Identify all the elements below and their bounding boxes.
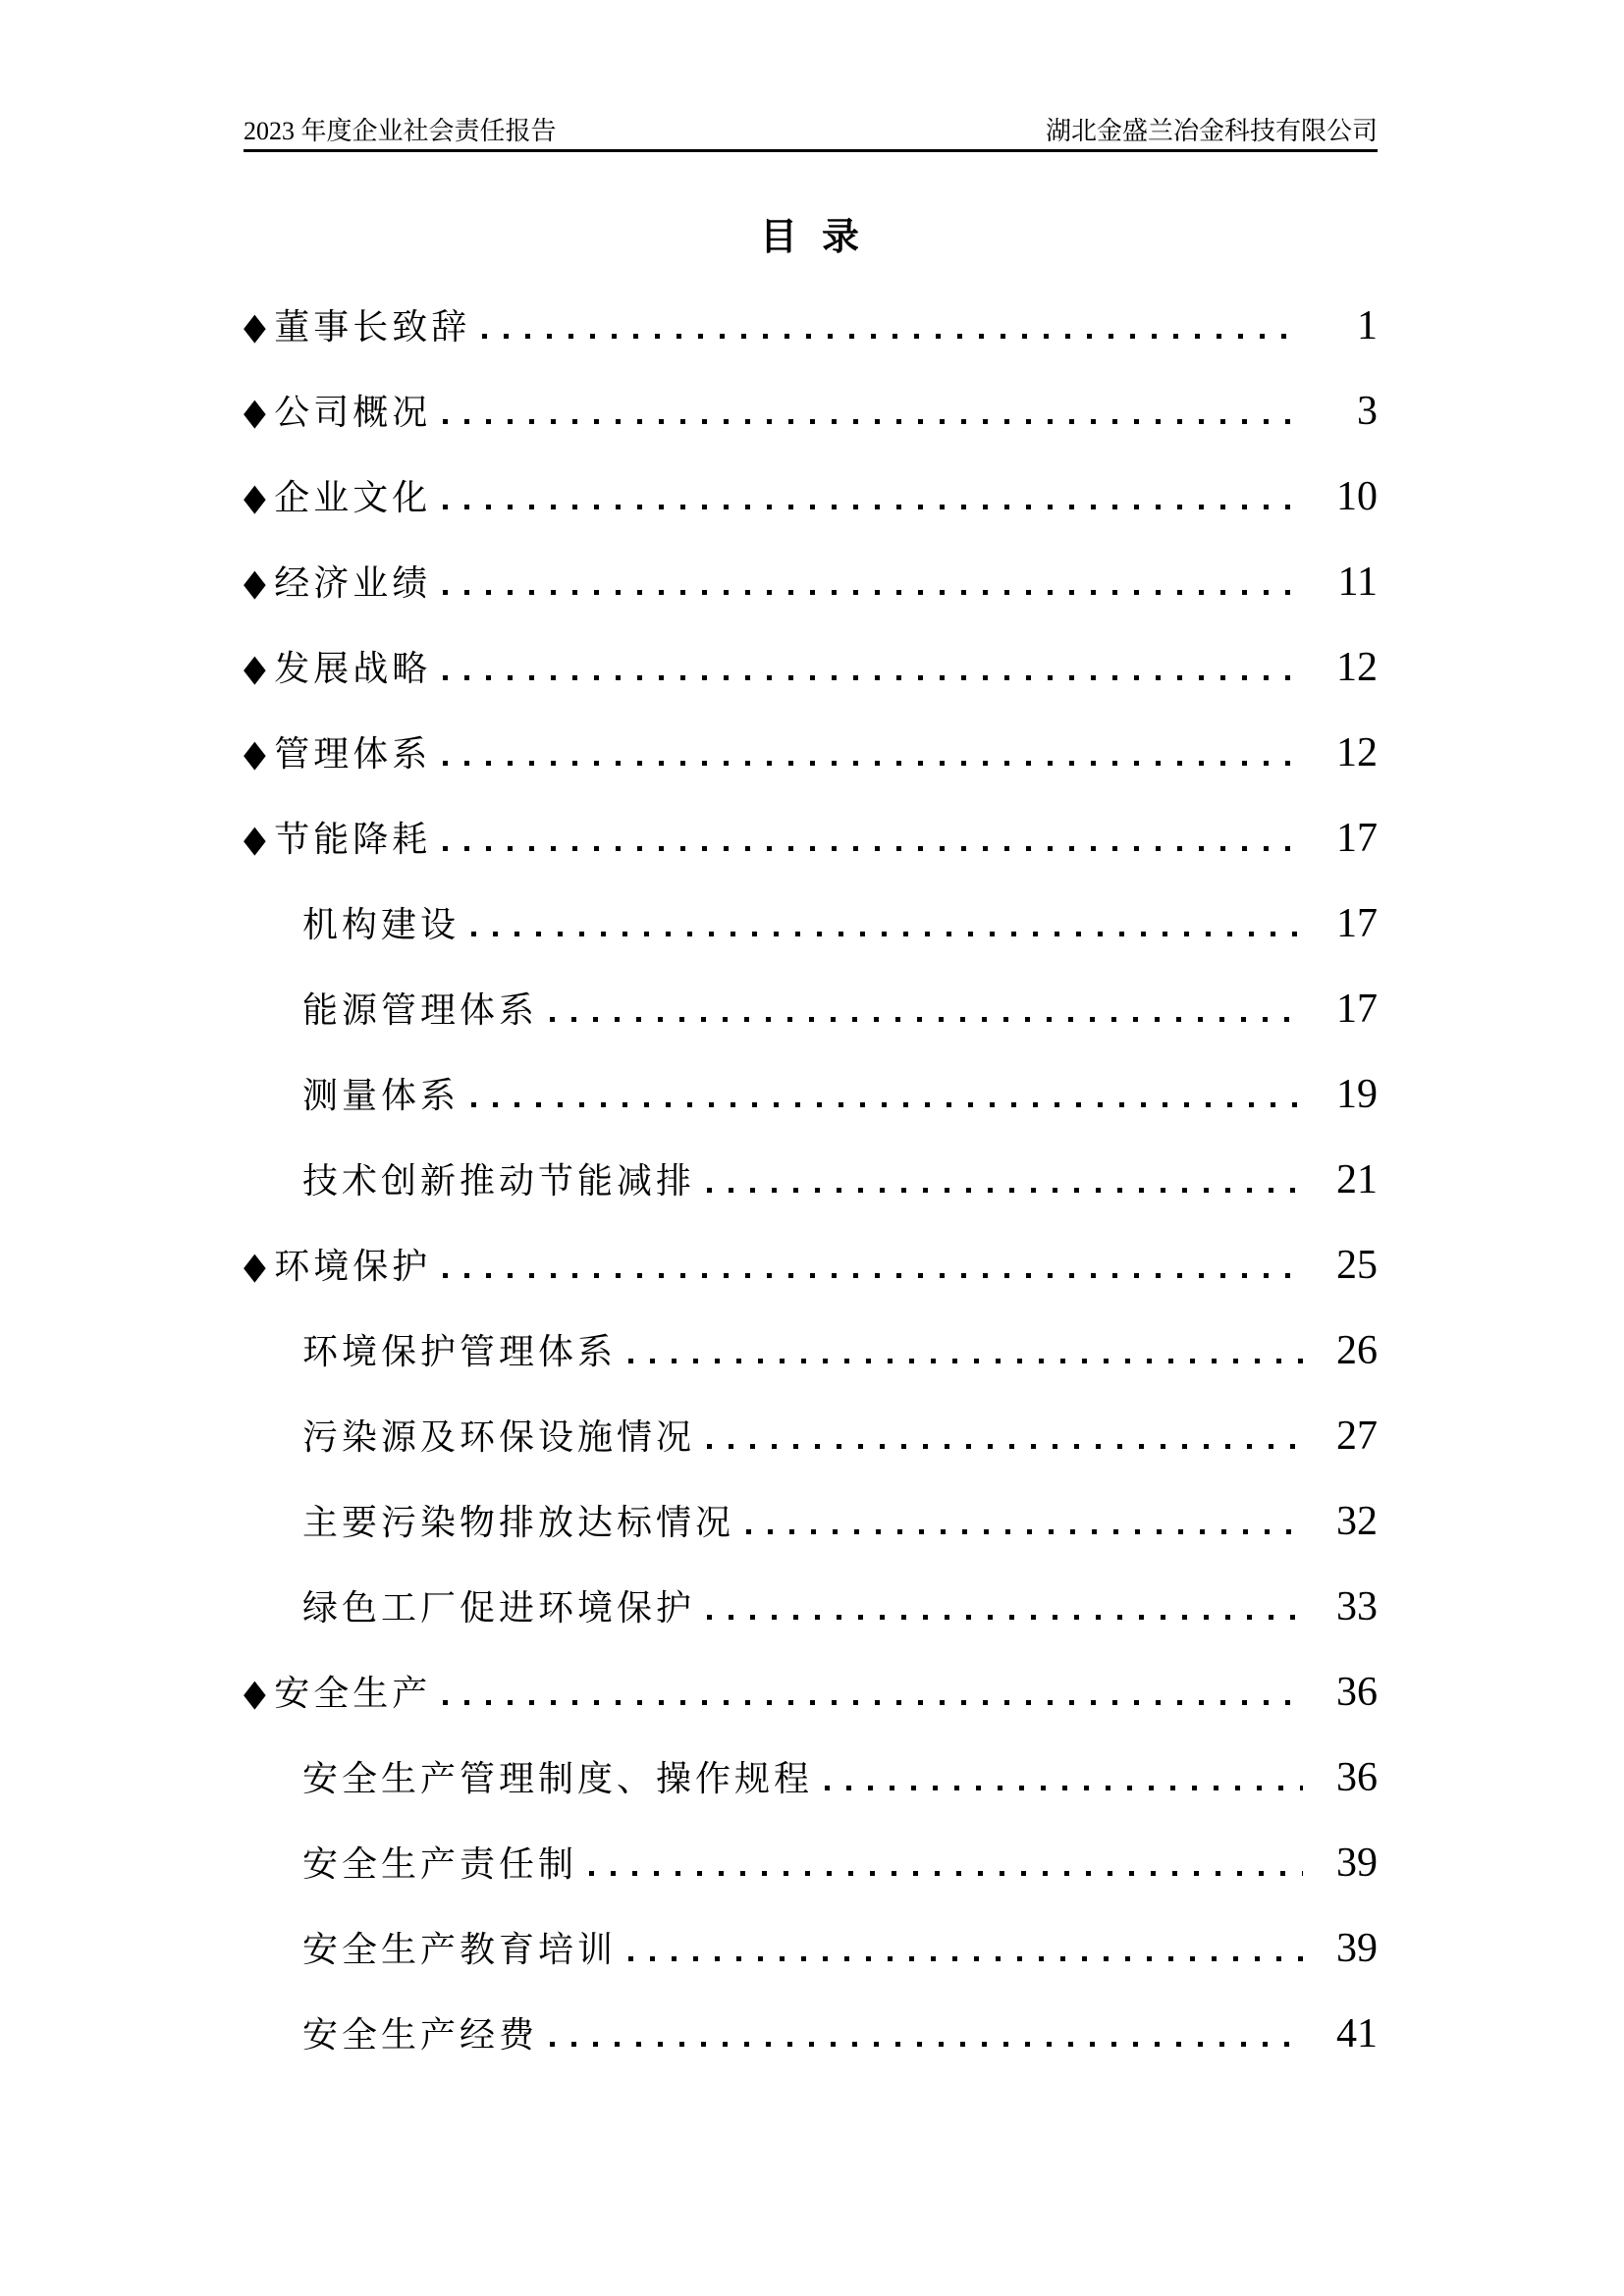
page-header <box>244 0 1378 152</box>
toc-list <box>244 284 1378 2077</box>
header-right-text: 湖北金盛兰冶金科技有限公司 <box>1045 117 1378 145</box>
toc-entry[interactable] <box>244 1906 1378 1992</box>
toc-entry-page-number: 25 <box>1336 1243 1378 1288</box>
dot-leader <box>443 846 1303 851</box>
dot-leader <box>628 1956 1303 1961</box>
dot-leader <box>707 1188 1303 1193</box>
toc-entry-label: 绿色工厂促进环境保护 <box>302 1588 696 1628</box>
toc-entry-page-number: 39 <box>1336 1926 1378 1971</box>
diamond-bullet-icon: ◆ <box>244 731 266 774</box>
toc-entry-page-number: 12 <box>1336 645 1378 690</box>
diamond-bullet-icon: ◆ <box>244 561 266 604</box>
toc-entry-label: 机构建设 <box>302 905 460 944</box>
toc-entry-label: 发展战略 <box>274 649 432 688</box>
dot-leader <box>707 1615 1303 1620</box>
toc-entry[interactable] <box>244 881 1378 967</box>
dot-leader <box>443 1273 1303 1278</box>
toc-entry-label: 能源管理体系 <box>302 990 539 1030</box>
toc-entry-page-number: 11 <box>1337 560 1378 605</box>
toc-entry-label: 技术创新推动节能减排 <box>302 1161 696 1201</box>
dot-leader <box>443 1700 1303 1705</box>
toc-entry-label: 董事长致辞 <box>274 307 471 347</box>
document-page <box>244 0 1378 2077</box>
toc-entry-label: 安全生产教育培训 <box>302 1930 618 1969</box>
dot-leader <box>443 675 1303 680</box>
toc-entry-page-number: 19 <box>1336 1072 1378 1117</box>
toc-entry-label: 主要污染物排放达标情况 <box>302 1503 735 1542</box>
dot-leader <box>707 1444 1303 1449</box>
dot-leader <box>746 1529 1303 1534</box>
toc-entry[interactable] <box>244 284 1378 369</box>
toc-entry[interactable] <box>244 1223 1378 1308</box>
toc-entry-page-number: 26 <box>1336 1328 1378 1373</box>
toc-entry-page-number: 36 <box>1336 1755 1378 1800</box>
toc-entry[interactable] <box>244 1992 1378 2077</box>
toc-entry-label: 污染源及环保设施情况 <box>302 1417 696 1457</box>
toc-entry-page-number: 36 <box>1336 1670 1378 1715</box>
toc-entry[interactable] <box>244 967 1378 1052</box>
toc-entry[interactable] <box>244 369 1378 454</box>
toc-entry-page-number: 33 <box>1336 1584 1378 1629</box>
toc-entry[interactable] <box>244 1052 1378 1138</box>
toc-entry-label: 安全生产经费 <box>302 2015 539 2055</box>
dot-leader <box>471 932 1303 936</box>
toc-entry-page-number: 39 <box>1336 1841 1378 1886</box>
toc-entry-label: 环境保护 <box>274 1247 432 1286</box>
toc-entry-page-number: 21 <box>1336 1157 1378 1202</box>
dot-leader <box>628 1359 1303 1363</box>
page-title: 目 录 <box>759 217 861 258</box>
dot-leader <box>589 1871 1303 1876</box>
diamond-bullet-icon: ◆ <box>244 817 266 860</box>
toc-entry[interactable] <box>244 711 1378 796</box>
toc-entry[interactable] <box>244 1650 1378 1735</box>
toc-entry-page-number: 41 <box>1336 2011 1378 2056</box>
toc-entry[interactable] <box>244 540 1378 625</box>
dot-leader <box>825 1786 1303 1790</box>
toc-entry-page-number: 27 <box>1336 1414 1378 1459</box>
toc-entry[interactable] <box>244 454 1378 540</box>
toc-entry-label: 安全生产责任制 <box>302 1844 578 1884</box>
toc-entry[interactable] <box>244 1138 1378 1223</box>
toc-entry[interactable] <box>244 1394 1378 1479</box>
dot-leader <box>550 2042 1303 2047</box>
toc-entry-page-number: 17 <box>1336 816 1378 861</box>
diamond-bullet-icon: ◆ <box>244 304 266 347</box>
dot-leader <box>443 419 1303 424</box>
toc-entry-page-number: 1 <box>1357 303 1378 348</box>
toc-entry[interactable] <box>244 796 1378 881</box>
toc-entry[interactable] <box>244 1479 1378 1565</box>
toc-entry-label: 安全生产管理制度、操作规程 <box>302 1759 814 1798</box>
toc-entry-page-number: 32 <box>1336 1499 1378 1544</box>
toc-entry-page-number: 10 <box>1336 474 1378 519</box>
toc-entry-label: 管理体系 <box>274 734 432 774</box>
toc-entry-page-number: 12 <box>1336 730 1378 775</box>
dot-leader <box>482 334 1303 339</box>
toc-entry-label: 经济业绩 <box>274 563 432 603</box>
dot-leader <box>443 505 1303 509</box>
toc-entry-label: 测量体系 <box>302 1076 460 1115</box>
toc-entry-page-number: 3 <box>1357 389 1378 434</box>
dot-leader <box>550 1017 1303 1022</box>
toc-entry-label: 节能降耗 <box>274 820 432 859</box>
toc-entry-label: 企业文化 <box>274 478 432 517</box>
diamond-bullet-icon: ◆ <box>244 1244 266 1287</box>
toc-entry[interactable] <box>244 1308 1378 1394</box>
toc-entry[interactable] <box>244 1735 1378 1821</box>
diamond-bullet-icon: ◆ <box>244 390 266 433</box>
diamond-bullet-icon: ◆ <box>244 1671 266 1714</box>
toc-entry[interactable] <box>244 1821 1378 1906</box>
toc-entry-page-number: 17 <box>1336 901 1378 946</box>
diamond-bullet-icon: ◆ <box>244 475 266 518</box>
diamond-bullet-icon: ◆ <box>244 646 266 689</box>
toc-entry[interactable] <box>244 625 1378 711</box>
dot-leader <box>443 590 1303 595</box>
dot-leader <box>443 761 1303 766</box>
dot-leader <box>471 1102 1303 1107</box>
header-left-text: 2023 年度企业社会责任报告 <box>244 117 557 145</box>
toc-entry-label: 安全生产 <box>274 1674 432 1713</box>
toc-entry-page-number: 17 <box>1336 987 1378 1032</box>
toc-entry[interactable] <box>244 1565 1378 1650</box>
toc-entry-label: 公司概况 <box>274 393 432 432</box>
toc-entry-label: 环境保护管理体系 <box>302 1332 618 1371</box>
